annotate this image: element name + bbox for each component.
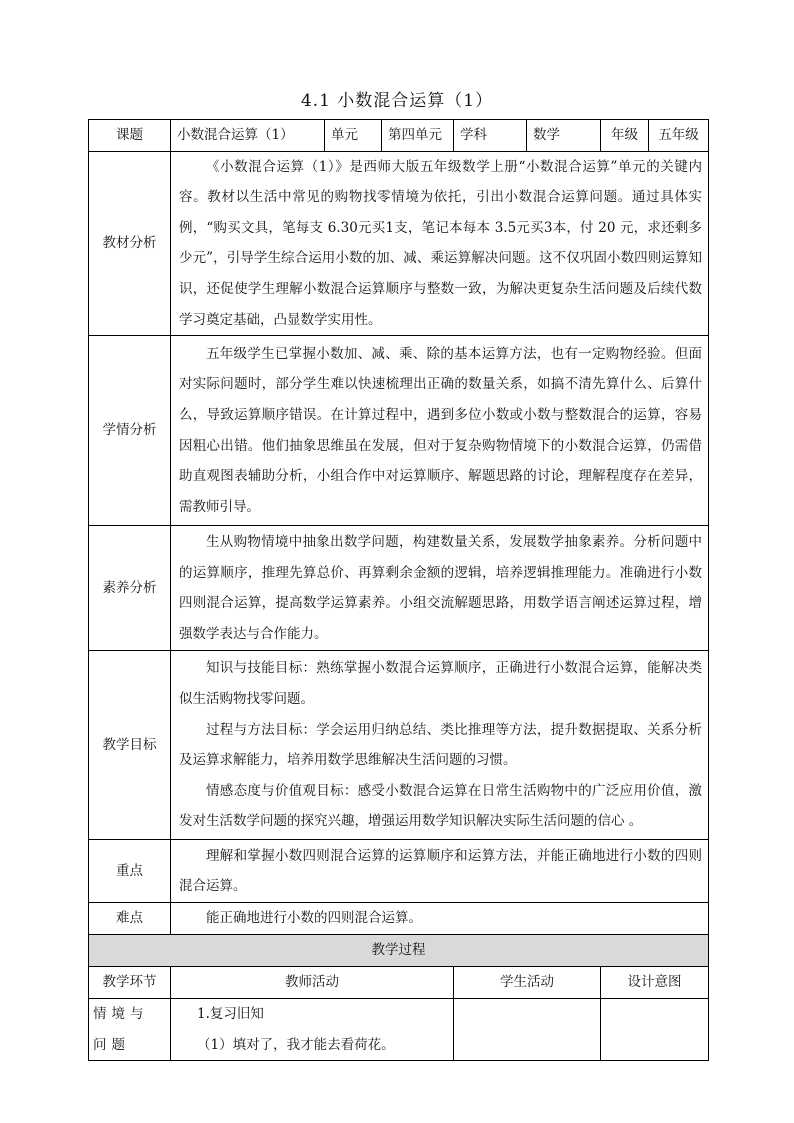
teacher-activity-cell xyxy=(171,999,454,1061)
objective-process: 过程与方法目标：学会运用归纳总结、类比推理等方法，提升数据提取、关系分析及运算求解能力，培养用数学思维解决生活问题的习惯。 xyxy=(179,721,702,769)
section-paragraph: 生从购物情境中抽象出数学问题，构建数量关系，发展数学抽象素养。分析问题中的运算顺序，推理先算总价、再算剩余金额的逻辑，培养逻辑推理能力。准确进行小数四则混合运算，提高数学运算素养。小组交流解题思路，用数学语言阐述运算过程，增强数学表达与合作能力。 xyxy=(179,533,702,642)
process-heading: 教学过程 xyxy=(89,935,709,967)
column-header-student: 学生活动 xyxy=(454,967,601,999)
lesson-plan xyxy=(88,119,709,1061)
section-body xyxy=(171,526,709,651)
process-row xyxy=(89,999,709,1061)
subject-value: 数学 xyxy=(527,120,601,152)
section-paragraph: 《小数混合运算（1）》是西师大版五年级数学上册“小数混合运算”单元的关键内容。教材以生活中常见的购物找零情境为依托，引出小数混合运算问题。通过具体实例，“购买文具，笔每支 6.30元买1支，笔记本每本 3.5元买3本，付 20 元，求还剩多少元”，引导学生综合运用小数的加、减、乘运算解决问题。这不仅巩固小数四则运算知识，还促使学生理解小数混合运算顺序与整数一致，为解决更复杂生活问题及后续代数学习奠定基础，凸显数学实用性。 xyxy=(179,158,702,328)
page-title: 4.1 小数混合运算（1） xyxy=(300,91,494,111)
section-row-textbook xyxy=(89,151,709,336)
student-activity-cell xyxy=(454,999,601,1061)
objective-attitude: 情感态度与价值观目标：感受小数混合运算在日常生活购物中的广泛应用价值，激发对生活数学问题的探究兴趣，增强运用数学知识解决实际生活问题的信心 。 xyxy=(179,782,702,830)
section-body xyxy=(171,151,709,336)
section-label: 学情分析 xyxy=(89,336,171,526)
stage-cell: 情境与问题 xyxy=(89,999,171,1061)
section-body xyxy=(171,336,709,526)
teacher-line: 1.复习旧知 xyxy=(197,1006,264,1023)
section-paragraph: 理解和掌握小数四则混合运算的运算顺序和运算方法，并能正确地进行小数的四则混合运算。 xyxy=(179,847,702,895)
lesson-value: 小数混合运算（1） xyxy=(171,120,325,152)
subject-label: 学科 xyxy=(454,120,527,152)
section-label: 素养分析 xyxy=(89,526,171,651)
column-header-stage: 教学环节 xyxy=(89,967,171,999)
objective-knowledge: 知识与技能目标：熟练掌握小数混合运算顺序，正确进行小数混合运算，能解决类似生活购物找零问题。 xyxy=(179,660,702,707)
section-row-difficulty xyxy=(89,903,709,935)
teacher-line: （1）填对了，我才能去看荷花。 xyxy=(197,1036,395,1053)
design-intent-cell xyxy=(601,999,709,1061)
lesson-label: 课题 xyxy=(89,120,171,152)
section-row-key-point xyxy=(89,840,709,903)
column-header-teacher: 教师活动 xyxy=(171,967,454,999)
section-paragraph: 能正确地进行小数的四则混合运算。 xyxy=(206,910,422,927)
unit-value: 第四单元 xyxy=(382,120,454,152)
process-columns-row xyxy=(89,967,709,999)
section-paragraph: 五年级学生已掌握小数加、减、乘、除的基本运算方法，也有一定购物经验。但面对实际问题时，部分学生难以快速梳理出正确的数量关系，如搞不清先算什么、后算什么，导致运算顺序错误。在计算过程中，遇到多位小数或小数与整数混合的运算，容易因粗心出错。他们抽象思维虽在发展，但对于复杂购物情境下的小数混合运算，仍需借助直观图表辅助分析，小组合作中对运算顺序、解题思路的讨论，理解程度存在差异，需教师引导。 xyxy=(179,345,702,515)
section-label: 教学目标 xyxy=(89,651,171,840)
grade-value: 五年级 xyxy=(649,120,709,152)
section-body xyxy=(171,903,709,935)
section-label: 难点 xyxy=(89,903,171,935)
section-row-competency xyxy=(89,526,709,651)
section-row-objectives xyxy=(89,651,709,840)
section-label: 教材分析 xyxy=(89,151,171,336)
section-row-learners xyxy=(89,336,709,526)
grade-label: 年级 xyxy=(601,120,649,152)
section-label: 重点 xyxy=(89,840,171,903)
process-heading-row xyxy=(89,935,709,967)
section-body xyxy=(171,840,709,903)
column-header-intent: 设计意图 xyxy=(601,967,709,999)
unit-label: 单元 xyxy=(325,120,382,152)
section-body xyxy=(171,651,709,840)
header-row xyxy=(89,120,709,152)
